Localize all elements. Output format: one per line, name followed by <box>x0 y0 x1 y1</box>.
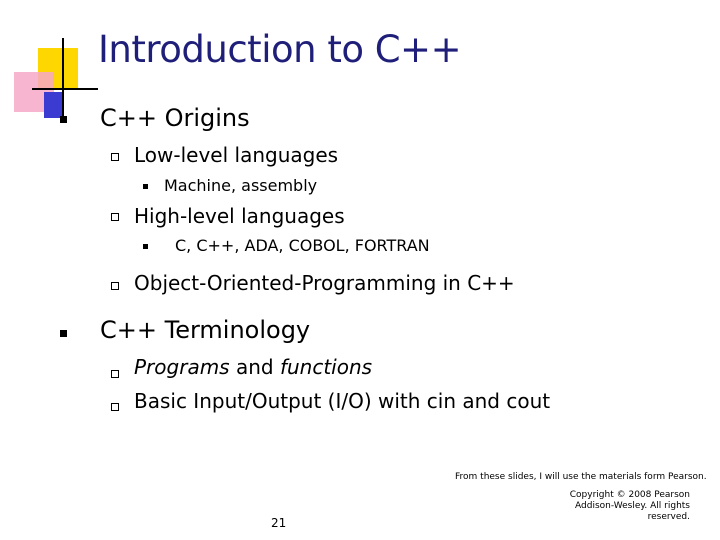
square-bullet-icon <box>60 116 67 123</box>
sub-list-item: Machine, assembly <box>164 176 318 195</box>
slide-logo-horizontal-line <box>32 88 98 90</box>
list-item <box>134 355 372 379</box>
copyright-line: reserved. <box>647 512 690 522</box>
section-heading: C++ Origins <box>100 104 250 132</box>
page-number: 21 <box>271 516 287 530</box>
small-square-bullet-icon <box>143 244 148 249</box>
italic-term: functions <box>279 355 373 379</box>
hollow-square-bullet-icon <box>111 282 119 290</box>
term-connector: and <box>229 355 280 379</box>
list-item: Basic Input/Output (I/O) with cin and cout <box>134 389 551 413</box>
slide-title: Introduction to C++ <box>98 28 462 71</box>
slide-logo-blue-block <box>44 92 64 118</box>
list-item: High-level languages <box>134 204 345 228</box>
hollow-square-bullet-icon <box>111 403 119 411</box>
italic-term: Programs <box>134 355 230 379</box>
slide-logo-vertical-line <box>62 38 64 122</box>
small-square-bullet-icon <box>143 184 148 189</box>
list-item: Low-level languages <box>134 143 339 167</box>
hollow-square-bullet-icon <box>111 153 119 161</box>
hollow-square-bullet-icon <box>111 213 119 221</box>
footer-note: From these slides, I will use the materials form Pearson. <box>455 472 707 482</box>
copyright-line: Addison-Wesley. All rights <box>575 501 690 511</box>
copyright-line: Copyright © 2008 Pearson <box>569 490 690 500</box>
sub-list-item: C, C++, ADA, COBOL, FORTRAN <box>175 236 430 255</box>
copyright-block <box>570 490 690 523</box>
square-bullet-icon <box>60 330 67 337</box>
list-item: Object-Oriented-Programming in C++ <box>134 271 515 295</box>
section-heading: C++ Terminology <box>100 316 311 344</box>
hollow-square-bullet-icon <box>111 370 119 378</box>
